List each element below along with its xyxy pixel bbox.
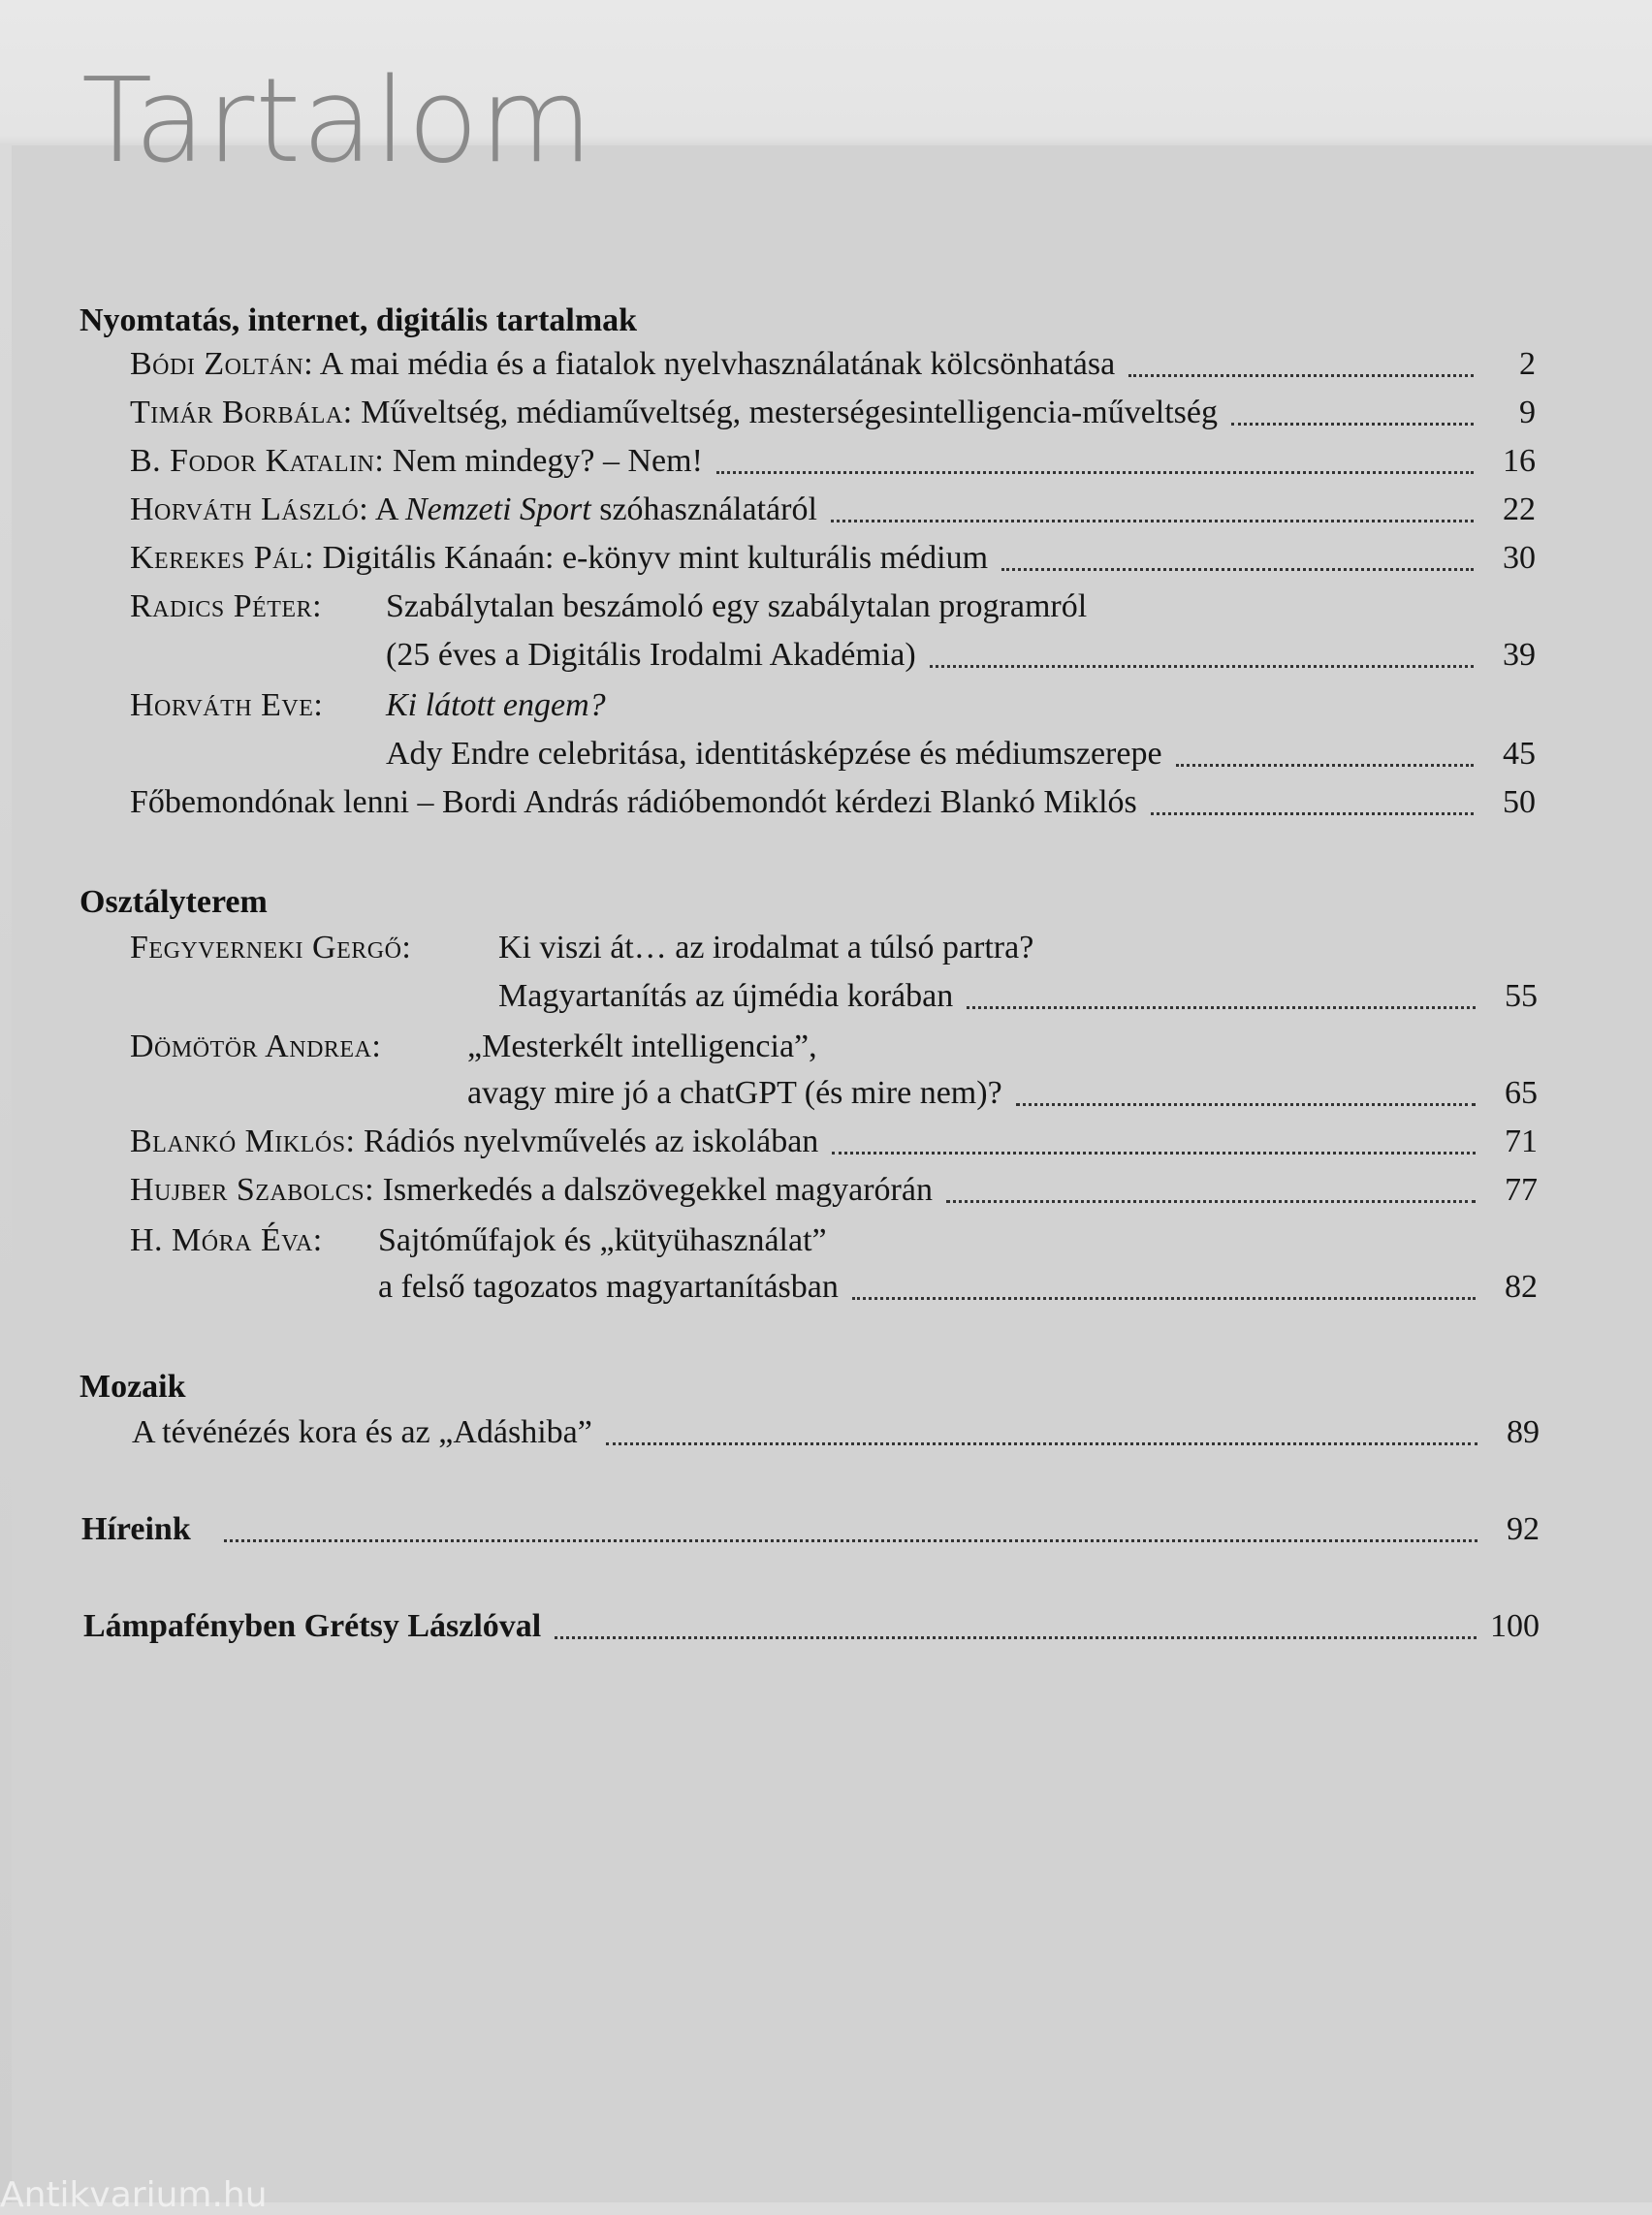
page-number: 16 <box>1503 443 1536 479</box>
entry-title-italic: Nemzeti Sport <box>405 491 591 527</box>
toc-entry-line[interactable] <box>130 927 411 969</box>
page-number: 71 <box>1505 1123 1538 1159</box>
toc-entry-line[interactable] <box>130 585 322 628</box>
dot-leader <box>1231 413 1474 426</box>
entry-title-line1: Szabálytalan beszámoló egy szabálytalan programról <box>386 588 1088 624</box>
page-number: 45 <box>1503 736 1536 772</box>
toc-entry[interactable] <box>378 1266 1538 1309</box>
entry-title-line1: „Mesterkélt intelligencia”, <box>467 1028 817 1064</box>
toc-entry-line[interactable] <box>130 1026 381 1068</box>
dot-leader <box>946 1190 1476 1203</box>
entry-title-pre: A <box>374 491 397 527</box>
page-number: 55 <box>1505 978 1538 1014</box>
dot-leader <box>1128 364 1474 377</box>
page-number: 92 <box>1507 1511 1540 1547</box>
dot-leader <box>832 1142 1476 1155</box>
section-heading: Nyomtatás, internet, digitális tartalmak <box>79 302 638 338</box>
toc-entry[interactable] <box>130 343 1536 386</box>
author: Radics Péter: <box>130 588 323 624</box>
author: B. Fodor Katalin: <box>130 443 385 479</box>
toc-entry-line[interactable] <box>130 1219 323 1262</box>
dot-leader <box>555 1627 1477 1639</box>
toc-entry[interactable] <box>130 392 1536 434</box>
dot-leader <box>1016 1093 1476 1106</box>
toc-entry[interactable] <box>130 440 1536 483</box>
entry-title-line2: a felső tagozatos magyartanításban <box>378 1269 839 1305</box>
dot-leader <box>930 655 1474 668</box>
section-heading: Híreink <box>81 1511 191 1547</box>
toc-entry[interactable] <box>498 975 1538 1018</box>
section-heading: Mozaik <box>79 1369 186 1405</box>
author: Timár Borbála: <box>130 395 353 430</box>
entry-title: A tévénézés kora és az „Adáshiba” <box>132 1414 592 1450</box>
page-number: 50 <box>1503 784 1536 820</box>
author: Fegyverneki Gergő: <box>130 930 412 965</box>
author: Blankó Miklós: <box>130 1123 356 1159</box>
section-heading: Osztályterem <box>79 884 268 920</box>
toc-entry-line[interactable] <box>130 684 323 727</box>
dot-leader <box>831 510 1474 522</box>
toc-entry[interactable] <box>386 634 1536 677</box>
dot-leader <box>1001 558 1474 571</box>
page-number: 2 <box>1519 346 1536 382</box>
entry-title: Digitális Kánaán: e-könyv mint kulturális médium <box>322 540 989 576</box>
toc-entry[interactable] <box>130 1121 1538 1163</box>
entry-title-line1: Ki látott engem? <box>386 687 606 723</box>
entry-title: Főbemondónak lenni – Bordi András rádióbemondót kérdezi Blankó Miklós <box>130 784 1137 820</box>
entry-title-line1: Ki viszi át… az irodalmat a túlsó partra? <box>498 930 1034 965</box>
entry-title-line1: Sajtóműfajok és „kütyühasználat” <box>378 1222 827 1258</box>
entry-title-line2: Ady Endre celebritása, identitásképzése és médiumszerepe <box>386 736 1162 772</box>
author: Kerekes Pál: <box>130 540 315 576</box>
author: Bódi Zoltán: <box>130 346 314 382</box>
page-number: 30 <box>1503 540 1536 576</box>
toc-entry[interactable] <box>130 537 1536 580</box>
page-title: Tartalom <box>81 54 594 189</box>
toc-entry[interactable] <box>467 1072 1538 1115</box>
watermark: Antikvarium.hu <box>0 2175 268 2215</box>
page-number: 22 <box>1503 491 1536 527</box>
toc-entry[interactable] <box>132 1411 1540 1454</box>
toc-entry[interactable] <box>83 1605 1540 1648</box>
dot-leader <box>606 1433 1477 1445</box>
dot-leader <box>852 1287 1476 1300</box>
toc-entry[interactable] <box>130 489 1536 531</box>
entry-title-post: szóhasználatáról <box>599 491 817 527</box>
dot-leader <box>224 1530 1477 1542</box>
page-number: 82 <box>1505 1269 1538 1305</box>
page-number: 39 <box>1503 637 1536 673</box>
toc-entry[interactable] <box>386 733 1536 775</box>
toc-entry[interactable] <box>130 1169 1538 1212</box>
page-number: 65 <box>1505 1075 1538 1111</box>
entry-title: Ismerkedés a dalszövegekkel magyarórán <box>382 1172 933 1208</box>
dot-leader <box>1176 754 1474 767</box>
page-number: 9 <box>1519 395 1536 430</box>
dot-leader <box>716 461 1474 474</box>
toc-entry[interactable] <box>81 1508 1540 1551</box>
author: H. Móra Éva: <box>130 1222 323 1258</box>
author: Horváth László: <box>130 491 369 527</box>
section-heading: Lámpafényben Grétsy Lászlóval <box>83 1608 542 1644</box>
entry-title: Rádiós nyelvművelés az iskolában <box>364 1123 819 1159</box>
page-number: 77 <box>1505 1172 1538 1208</box>
dot-leader <box>967 997 1476 1009</box>
author: Dömötör Andrea: <box>130 1028 382 1064</box>
author: Hujber Szabolcs: <box>130 1172 375 1208</box>
entry-title: Műveltség, médiaműveltség, mesterségesintelligencia-műveltség <box>361 395 1219 430</box>
dot-leader <box>1151 803 1474 815</box>
entry-title-line2: (25 éves a Digitális Irodalmi Akadémia) <box>386 637 916 673</box>
entry-title-line2: avagy mire jó a chatGPT (és mire nem)? <box>467 1075 1002 1111</box>
author: Horváth Eve: <box>130 687 324 723</box>
page-number: 100 <box>1490 1608 1540 1644</box>
entry-title: Nem mindegy? – Nem! <box>392 443 703 479</box>
page-number: 89 <box>1507 1414 1540 1450</box>
toc-entry[interactable] <box>130 781 1536 824</box>
entry-title-line2: Magyartanítás az újmédia korában <box>498 978 954 1014</box>
entry-title: A mai média és a fiatalok nyelvhasználatának kölcsönhatása <box>319 346 1116 382</box>
